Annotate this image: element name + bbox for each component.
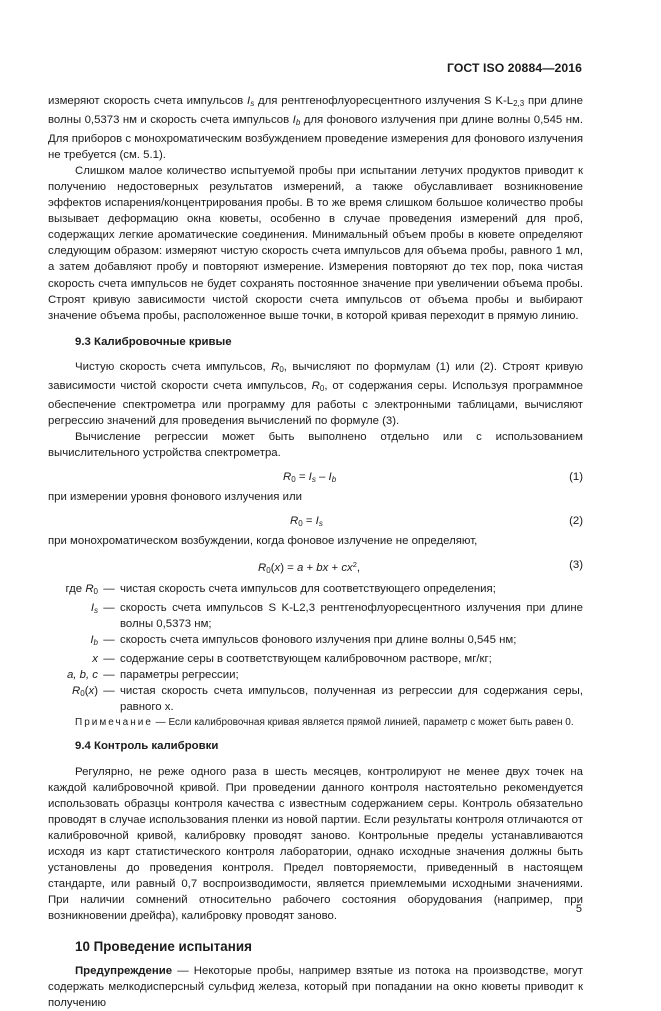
note-text: — Если калибровочная кривая является прямой линией, параметр c может быть равен 0.	[152, 717, 574, 729]
definition-row: a, b, c — параметры регрессии;	[66, 669, 239, 682]
paragraph-calibration-curves: Чистую скорость счета импульсов, $R_0$, вычисляют по формулам (1) или (2). Строят кривую зависимости чистой скорости счета импульсов, $R_0$, от содержания серы. Используя программное обеспечение спектрометра или программу для работы с электронными таблицами, вычисляют регрессию значений для проведения вычислений по формуле (3).	[48, 360, 583, 427]
page-number: 5	[575, 903, 582, 915]
section-heading-9-4: 9.4 Контроль калибровки	[75, 740, 219, 753]
paragraph-sample-volume: Слишком малое количество испытуемой пробы при испытании летучих продуктов приводит к получению недостоверных результатов измерений, а также обуславливает возникновение эффектов испарения/концентрирования пробы. В то же время слишком большое количество пробы вызывает деформацию окна кюветы, особенно в случае проведения измерений для проб, содержащих легкие ароматические соединения. Минимальный объем пробы в кювете определяют следующим образом: измеряют чистую скорость счета импульсов для объема пробы, равного 1 мл, а затем добавляют пробу и повторяют измерение. Измерения повторяют до тех пор, пока чистая скорость счета импульсов не будет сохранять постоянное значение при увеличении объема пробы. Строят кривую зависимости чистой скорости счета импульсов от объема пробы и выбирают значение объема пробы, расположенное выше точки, в которой кривая переходит в прямую линию.	[48, 165, 583, 322]
definition-row: $R_0(x)$ — чистая скорость счета импульсов, полученная из регрессии для содержания серы, равного x.	[72, 685, 583, 714]
page-content	[48, 93, 583, 1011]
formula-1	[48, 465, 583, 489]
formula-3-number: (3)	[569, 559, 583, 572]
formula-3-expression: $R_0(x) = a$ + bx + $cx^2$,	[258, 560, 361, 576]
paragraph-calibration-control: Регулярно, не реже одного раза в шесть месяцев, контролируют не менее двух точек на каждой калибровочной кривой. При проведении данного контроля настоятельно рекомендуется использовать образцы контроля качества с известным содержанием серы. Контроль обязательно проводят в случае использования пленки из новой партии. Если результаты контроля отличаются от калибровочной кривой, калибровку проводят заново. Контрольные пределы устанавливаются исходя из карт статистического контроля лаборатории, однако исходные значения должны быть установлены до проведения контроля. Предел повторяемости, приведенный в настоящем стандарте, или равный 0,7 воспроизводимости, является приемлемыми исходными значениями. При наличии сомнений относительно рабочего состояния оборудования (например, при возникновении дрейфа), калибровку проводят заново.	[48, 765, 583, 922]
formula-2-expression: $R_0 = I_s$	[290, 515, 323, 529]
text-between-formulas-2: при монохроматическом возбуждении, когда фоновое излучение не определяют,	[48, 535, 478, 548]
definition-row: $I_b$ — скорость счета импульсов фонового излучения при длине волны 0,545 нм;	[90, 634, 517, 648]
definition-row: где $R_0$ — чистая скорость счета импульсов для соответствующего определения;	[65, 583, 496, 597]
section-heading-9-3: 9.3 Калибровочные кривые	[75, 335, 232, 348]
definitions-list	[48, 581, 583, 715]
formula-2	[48, 509, 583, 533]
paragraph-warning: Предупреждение — Некоторые пробы, например взятые из потока на производстве, могут содержать мелкодисперсный сульфид железа, который при попадании на окно кюветы приводит к получению	[48, 965, 583, 1010]
formula-3	[48, 553, 583, 577]
section-heading-10: 10 Проведение испытания	[75, 938, 252, 954]
formula-1-number: (1)	[569, 470, 583, 483]
formula-1-expression: $R_0 = I_s - I_b$	[283, 470, 337, 484]
note	[75, 715, 583, 731]
definition-row: $I_s$ — скорость счета импульсов S K-L2,3 рентгенофлуоресцентного излучения при длине волны 0,5373 нм;	[90, 602, 583, 631]
formula-2-number: (2)	[569, 515, 583, 528]
paragraph-measure-intro: измеряют скорость счета импульсов $I_s$ для рентгенофлуоресцентного излучения S $K-L_{2,3}$ при длине волны 0,5373 нм и скорость счета импульсов $I_b$ для фонового излучения при длине волны 0,545 нм. Для приборов с монохроматическим возбуждением проведение измерения для фонового излучения не требуется (см. 5.1).	[48, 95, 583, 162]
text-between-formulas-1: при измерении уровня фонового излучения или	[48, 490, 302, 503]
document-header: ГОСТ ISO 20884—2016	[446, 61, 582, 75]
note-label: Примечание	[75, 717, 153, 729]
definition-row: x — содержание серы в соответствующем калибровочном растворе, мг/кг;	[92, 653, 492, 666]
paragraph-regression: Вычисление регрессии может быть выполнено отдельно или с использованием вычислительного устройства спектрометра.	[48, 430, 583, 459]
